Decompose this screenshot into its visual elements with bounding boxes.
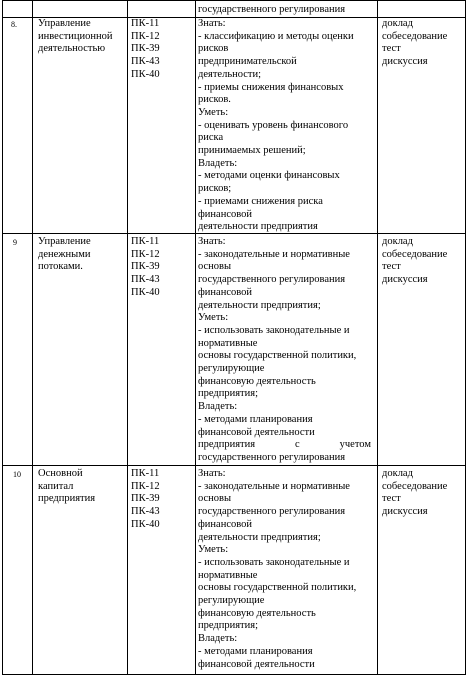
justified-line: предприятия с учетом xyxy=(198,439,371,451)
assessment-forms: доклад собеседование тест дискуссия xyxy=(382,236,448,286)
competence-content: Знать: - классификацию и методы оценки рисков предпринимательской деятельности; - приемы снижения финансовых рисков. Уметь: - оценивать уровень финансового риска принимаемых решений; Владеть: - методами оценки финансовых рисков; - приемами снижения риска финансовой деятельности предприятия xyxy=(198,18,354,233)
competence-content: Знать: - законодательные и нормативные основы государственного регулирования финансовой деятельности предприятия; Уметь: - использовать законодательные и нормативные основы государственной политики, регулирующие финансовую деятельность предприятия; Владеть: - методами планирования финансовой деятельности предприятия с учетом государственного регулирования xyxy=(198,236,371,463)
table-column-divider xyxy=(127,0,128,675)
assessment-forms: доклад собеседование тест дискуссия xyxy=(382,18,448,68)
row-number: 10 xyxy=(13,470,21,479)
competence-content: Знать: - законодательные и нормативные основы государственного регулирования финансовой деятельности предприятия; Уметь: - использовать законодательные и нормативные основы государственной политики, регулирующие финансовую деятельность предприятия; Владеть: - методами планирования финансовой деятельности xyxy=(198,468,357,670)
row-number: 9 xyxy=(13,238,17,247)
competence-codes: ПК-11 ПК-12 ПК-39 ПК-43 ПК-40 xyxy=(131,468,160,530)
table-border-right xyxy=(465,0,466,675)
table-column-divider xyxy=(195,0,196,675)
competence-codes: ПК-11 ПК-12 ПК-39 ПК-43 ПК-40 xyxy=(131,18,160,80)
topic-title: Основной капитал предприятия xyxy=(38,468,96,505)
topic-title: Управление инвестиционной деятельностью xyxy=(38,18,113,55)
row-number: 8. xyxy=(11,20,17,29)
table-column-divider xyxy=(32,0,33,675)
table-row-divider xyxy=(2,465,465,466)
table-row-divider xyxy=(2,0,465,1)
competence-codes: ПК-11 ПК-12 ПК-39 ПК-43 ПК-40 xyxy=(131,236,160,298)
table-border-left xyxy=(2,0,3,675)
table-column-divider xyxy=(377,0,378,675)
assessment-forms: доклад собеседование тест дискуссия xyxy=(382,468,448,518)
topic-title: Управление денежными потоками. xyxy=(38,236,91,273)
previous-row-fragment: государственного регулирования xyxy=(198,4,346,15)
